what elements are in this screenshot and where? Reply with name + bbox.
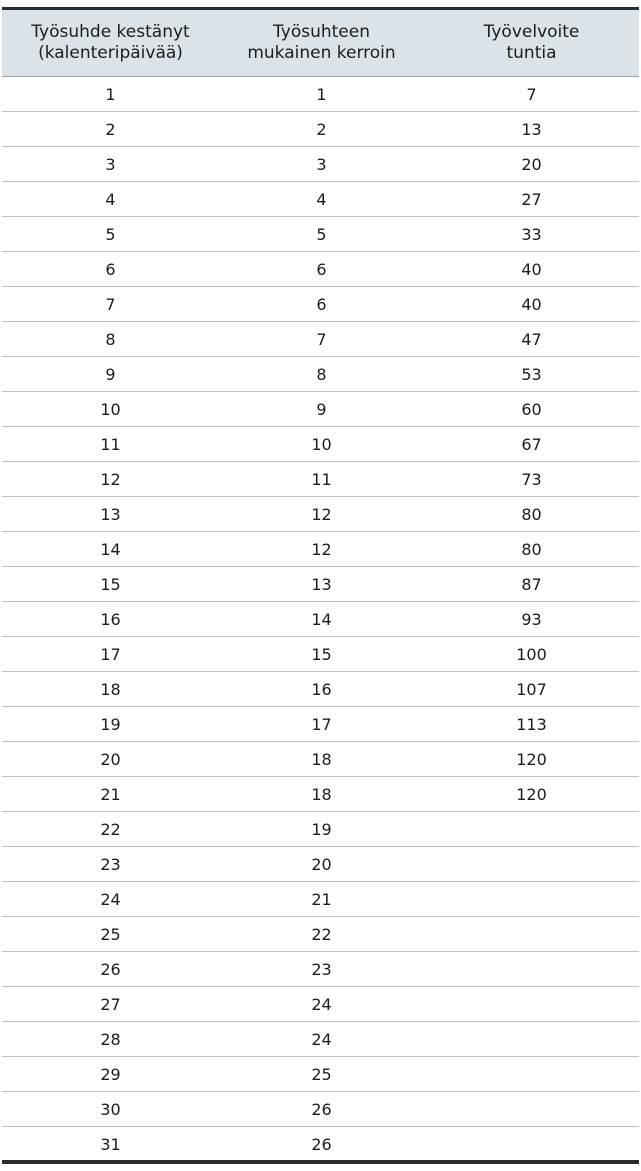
table-row [2, 742, 639, 777]
table-header [2, 10, 639, 77]
cell-work-hours: 53 [521, 365, 542, 384]
table-row [2, 1022, 639, 1057]
cell-coefficient: 26 [311, 1135, 332, 1154]
cell-work-hours: 100 [516, 645, 547, 664]
cell-work-hours [424, 952, 639, 986]
cell-duration-days: 30 [100, 1100, 121, 1119]
cell-work-hours: 33 [521, 225, 542, 244]
table-row [2, 287, 639, 322]
cell-work-hours: 73 [521, 470, 542, 489]
cell-work-hours [424, 882, 639, 916]
table-row [2, 77, 639, 112]
cell-work-hours [424, 847, 639, 881]
cell-coefficient: 9 [316, 400, 327, 419]
table-row [2, 567, 639, 602]
cell-duration-days: 12 [100, 470, 121, 489]
cell-coefficient: 5 [316, 225, 327, 244]
cell-duration-days: 3 [105, 155, 116, 174]
table-row [2, 497, 639, 532]
column-header-work-obligation: Työvelvoite tuntia [483, 22, 580, 63]
table-row [2, 707, 639, 742]
cell-duration-days: 23 [100, 855, 121, 874]
cell-coefficient: 24 [311, 995, 332, 1014]
cell-duration-days: 20 [100, 750, 121, 769]
cell-duration-days: 15 [100, 575, 121, 594]
cell-duration-days: 13 [100, 505, 121, 524]
table-row [2, 777, 639, 812]
table-row [2, 147, 639, 182]
cell-coefficient: 14 [311, 610, 332, 629]
cell-duration-days: 7 [105, 295, 116, 314]
cell-duration-days: 18 [100, 680, 121, 699]
cell-coefficient: 17 [311, 715, 332, 734]
cell-coefficient: 4 [316, 190, 327, 209]
cell-coefficient: 18 [311, 785, 332, 804]
cell-coefficient: 18 [311, 750, 332, 769]
cell-coefficient: 6 [316, 295, 327, 314]
table-body [2, 77, 639, 1162]
cell-duration-days: 28 [100, 1030, 121, 1049]
cell-coefficient: 8 [316, 365, 327, 384]
cell-coefficient: 13 [311, 575, 332, 594]
cell-work-hours: 27 [521, 190, 542, 209]
cell-work-hours: 20 [521, 155, 542, 174]
cell-duration-days: 22 [100, 820, 121, 839]
table-row [2, 112, 639, 147]
cell-coefficient: 25 [311, 1065, 332, 1084]
cell-duration-days: 19 [100, 715, 121, 734]
cell-coefficient: 26 [311, 1100, 332, 1119]
cell-duration-days: 1 [105, 85, 116, 104]
cell-duration-days: 24 [100, 890, 121, 909]
cell-work-hours: 80 [521, 505, 542, 524]
table-row [2, 987, 639, 1022]
table-row [2, 672, 639, 707]
cell-work-hours: 13 [521, 120, 542, 139]
cell-duration-days: 2 [105, 120, 116, 139]
cell-work-hours [424, 987, 639, 1021]
cell-coefficient: 1 [316, 85, 327, 104]
table-row [2, 392, 639, 427]
table-row [2, 182, 639, 217]
cell-coefficient: 12 [311, 540, 332, 559]
table-row [2, 602, 639, 637]
cell-work-hours [424, 812, 639, 846]
table-row [2, 1127, 639, 1162]
column-header-coefficient: Työsuhteen mukainen kerroin [247, 22, 396, 63]
cell-duration-days: 26 [100, 960, 121, 979]
cell-coefficient: 22 [311, 925, 332, 944]
table-row [2, 427, 639, 462]
table-row [2, 847, 639, 882]
cell-duration-days: 5 [105, 225, 116, 244]
table-row [2, 1092, 639, 1127]
cell-coefficient: 7 [316, 330, 327, 349]
table-row [2, 952, 639, 987]
cell-duration-days: 11 [100, 435, 121, 454]
cell-work-hours: 67 [521, 435, 542, 454]
cell-coefficient: 12 [311, 505, 332, 524]
table-row [2, 217, 639, 252]
cell-duration-days: 8 [105, 330, 116, 349]
table-row [2, 917, 639, 952]
cell-duration-days: 14 [100, 540, 121, 559]
table-row [2, 637, 639, 672]
cell-work-hours: 80 [521, 540, 542, 559]
cell-work-hours: 60 [521, 400, 542, 419]
cell-coefficient: 10 [311, 435, 332, 454]
table-row [2, 812, 639, 847]
table-row [2, 252, 639, 287]
cell-duration-days: 27 [100, 995, 121, 1014]
cell-duration-days: 17 [100, 645, 121, 664]
cell-work-hours [424, 1092, 639, 1126]
cell-duration-days: 25 [100, 925, 121, 944]
table-row [2, 357, 639, 392]
cell-work-hours [424, 1022, 639, 1056]
cell-duration-days: 16 [100, 610, 121, 629]
table-row [2, 1057, 639, 1092]
cell-work-hours [424, 1127, 639, 1161]
cell-work-hours [424, 917, 639, 951]
cell-coefficient: 21 [311, 890, 332, 909]
cell-duration-days: 29 [100, 1065, 121, 1084]
cell-work-hours: 120 [516, 750, 547, 769]
cell-duration-days: 21 [100, 785, 121, 804]
cell-work-hours: 87 [521, 575, 542, 594]
data-table [2, 7, 639, 1164]
table-row [2, 882, 639, 917]
cell-coefficient: 23 [311, 960, 332, 979]
cell-duration-days: 9 [105, 365, 116, 384]
cell-work-hours: 120 [516, 785, 547, 804]
cell-coefficient: 15 [311, 645, 332, 664]
cell-work-hours: 7 [526, 85, 537, 104]
cell-coefficient: 3 [316, 155, 327, 174]
cell-coefficient: 11 [311, 470, 332, 489]
cell-work-hours [424, 1057, 639, 1091]
cell-duration-days: 31 [100, 1135, 121, 1154]
table-row [2, 462, 639, 497]
cell-work-hours: 40 [521, 260, 542, 279]
table-row [2, 322, 639, 357]
column-header-duration: Työsuhde kestänyt (kalenteripäivää) [31, 22, 190, 63]
cell-work-hours: 47 [521, 330, 542, 349]
cell-duration-days: 10 [100, 400, 121, 419]
cell-coefficient: 24 [311, 1030, 332, 1049]
cell-coefficient: 6 [316, 260, 327, 279]
cell-duration-days: 6 [105, 260, 116, 279]
cell-coefficient: 2 [316, 120, 327, 139]
cell-coefficient: 20 [311, 855, 332, 874]
cell-duration-days: 4 [105, 190, 116, 209]
cell-work-hours: 93 [521, 610, 542, 629]
cell-work-hours: 107 [516, 680, 547, 699]
cell-coefficient: 16 [311, 680, 332, 699]
table-row [2, 532, 639, 567]
cell-coefficient: 19 [311, 820, 332, 839]
cell-work-hours: 113 [516, 715, 547, 734]
cell-work-hours: 40 [521, 295, 542, 314]
